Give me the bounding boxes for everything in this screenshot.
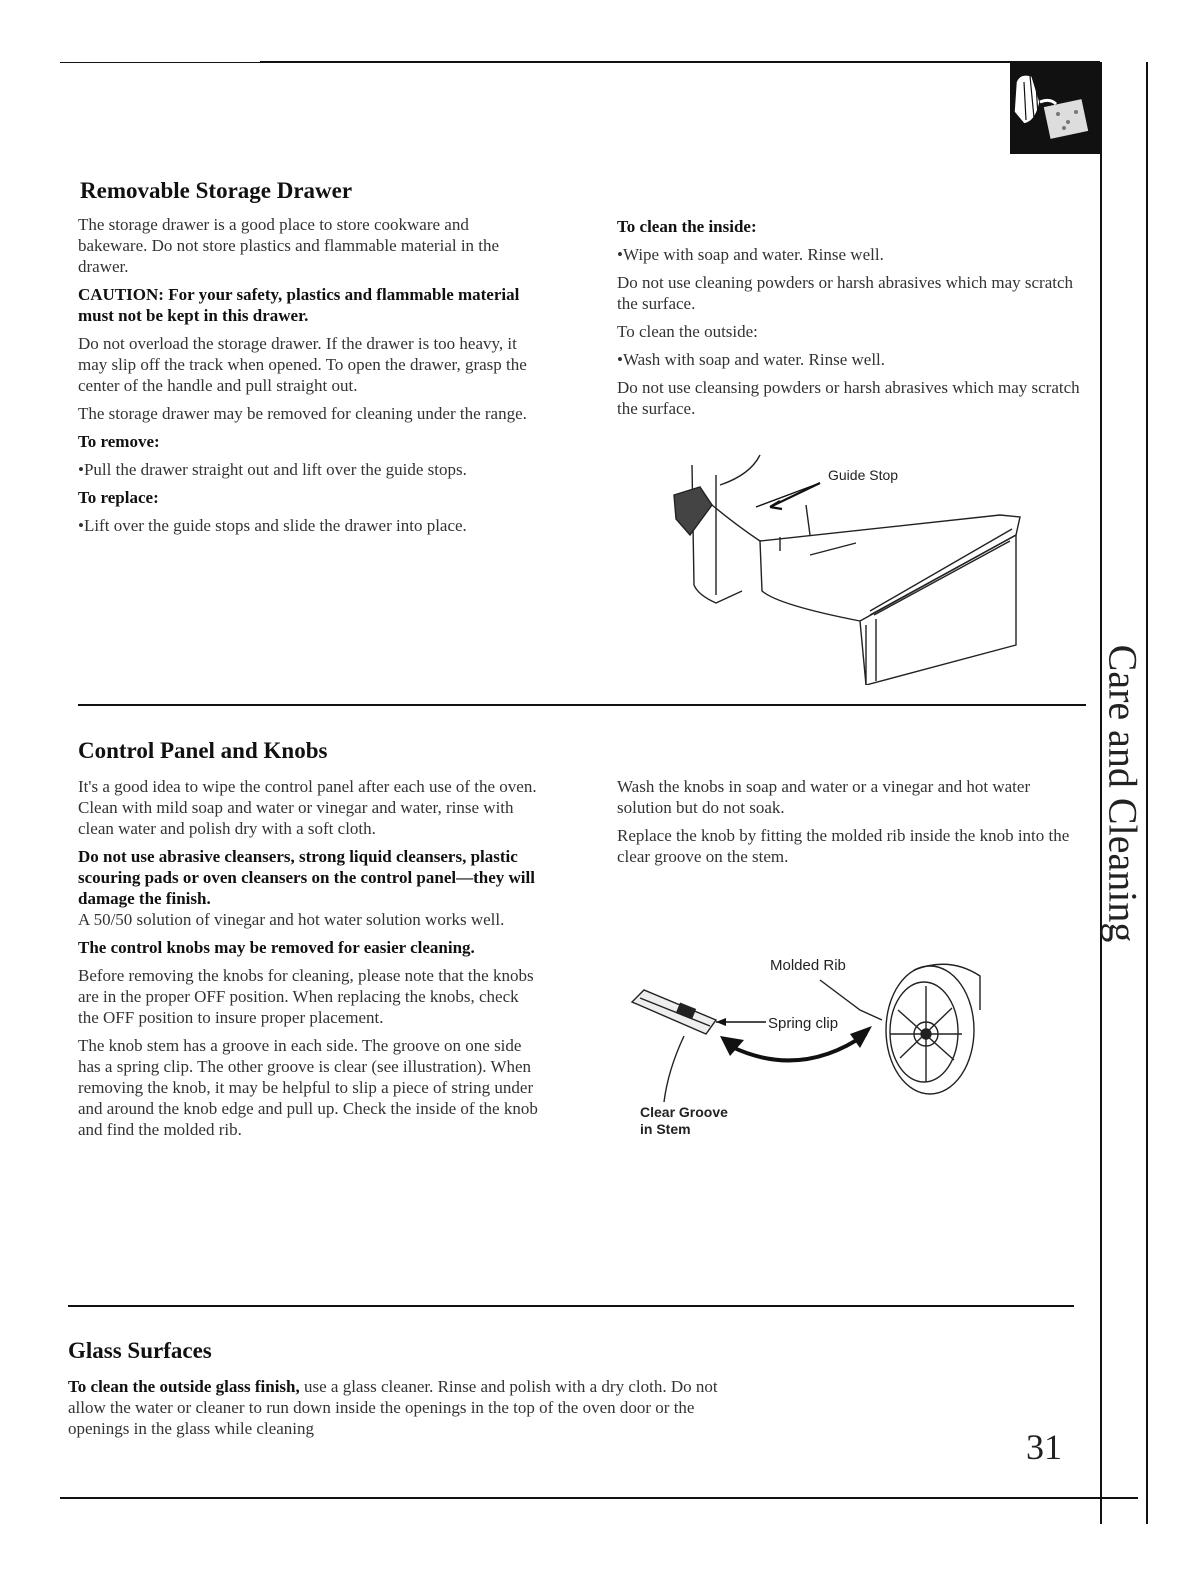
knob-stem: The knob stem has a groove in each side. The groove on one side has a spring clip. The other groove is clear (see illustration). When removing the knob, it may be helpful to slip a piece of string under and around the knob edge and pull up. Check the inside of the knob and find the molded rib. (78, 1036, 538, 1139)
spring-clip-label: Spring clip (768, 1015, 839, 1032)
in-stem-label: in Stem (640, 1121, 691, 1137)
storage-caution: CAUTION: For your safety, plastics and flammable material must not be kept in this drawer. (78, 285, 520, 325)
clear-groove-label: Clear Groove (640, 1104, 728, 1120)
molded-rib-label: Molded Rib (770, 957, 846, 974)
outside-label: To clean the outside: (617, 322, 758, 341)
control-warning: Do not use abrasive cleansers, strong liquid cleansers, plastic scouring pads or oven cleansers on the control panel—they will damage the finish. (78, 847, 535, 908)
glass-text: use a glass cleaner. Rinse and polish with a dry cloth. Do not allow the water or cleaner to run down inside the openings in the top of the oven door or the openings in the glass while cleaning (68, 1377, 718, 1438)
remove-label: To remove: (78, 432, 160, 451)
inside-step: •Wipe with soap and water. Rinse well. (617, 245, 884, 264)
storage-drawer-left-column (78, 214, 530, 536)
replace-step: •Lift over the guide stops and slide the drawer into place. (78, 516, 467, 535)
top-rule-thick (260, 61, 1100, 63)
knobs-wash: Wash the knobs in soap and water or a vinegar and hot water solution but do not soak. (617, 777, 1031, 817)
inside-warn: Do not use cleaning powders or harsh abrasives which may scratch the surface. (617, 273, 1074, 313)
drawer-illustration (660, 445, 1040, 685)
knobs-before: Before removing the knobs for cleaning, please note that the knobs are in the proper OFF position. When replacing the knobs, check the OFF position to insure proper placement. (78, 966, 534, 1027)
knobs-removable: The control knobs may be removed for easier cleaning. (78, 938, 475, 957)
knobs-replace: Replace the knob by fitting the molded rib inside the knob into the clear groove on the stem. (617, 826, 1070, 866)
storage-drawer-right-column (617, 216, 1087, 419)
page-number: 31 (1026, 1427, 1062, 1467)
glass-paragraph (68, 1376, 728, 1439)
control-panel-heading: Control Panel and Knobs (78, 738, 328, 763)
control-panel-right-column (617, 776, 1077, 867)
storage-intro: The storage drawer is a good place to store cookware and bakeware. Do not store plastics and flammable material in the drawer. (78, 215, 500, 276)
side-tab (1098, 630, 1148, 943)
glass-heading: Glass Surfaces (68, 1338, 212, 1363)
outside-step: •Wash with soap and water. Rinse well. (617, 350, 886, 369)
remove-step: •Pull the drawer straight out and lift over the guide stops. (78, 460, 467, 479)
bottom-rule (60, 1497, 1138, 1499)
control-panel-left-column (78, 776, 538, 1140)
storage-drawer-heading: Removable Storage Drawer (80, 178, 353, 203)
section-divider-2 (68, 1305, 1074, 1307)
cleaning-hand-icon (1010, 62, 1102, 154)
replace-label: To replace: (78, 488, 159, 507)
storage-removed: The storage drawer may be removed for cleaning under the range. (78, 404, 527, 423)
outside-warn: Do not use cleansing powders or harsh abrasives which may scratch the surface. (617, 378, 1080, 418)
glass-lead: To clean the outside glass finish, (68, 1377, 300, 1396)
side-tab-title: Care and Cleaning (1100, 644, 1146, 943)
inside-label: To clean the inside: (617, 217, 757, 236)
guide-stop-label: Guide Stop (828, 467, 899, 483)
storage-overload: Do not overload the storage drawer. If the drawer is too heavy, it may slip off the track when opened. To open the drawer, grasp the center of the handle and pull straight out. (78, 334, 527, 395)
knob-illustration (620, 950, 1000, 1150)
control-solution: A 50/50 solution of vinegar and hot water solution works well. (78, 910, 505, 929)
control-intro: It's a good idea to wipe the control panel after each use of the oven. Clean with mild soap and water or vinegar and water, rinse with clean water and polish dry with a soft cloth. (78, 777, 537, 838)
section-divider-1 (78, 704, 1086, 706)
